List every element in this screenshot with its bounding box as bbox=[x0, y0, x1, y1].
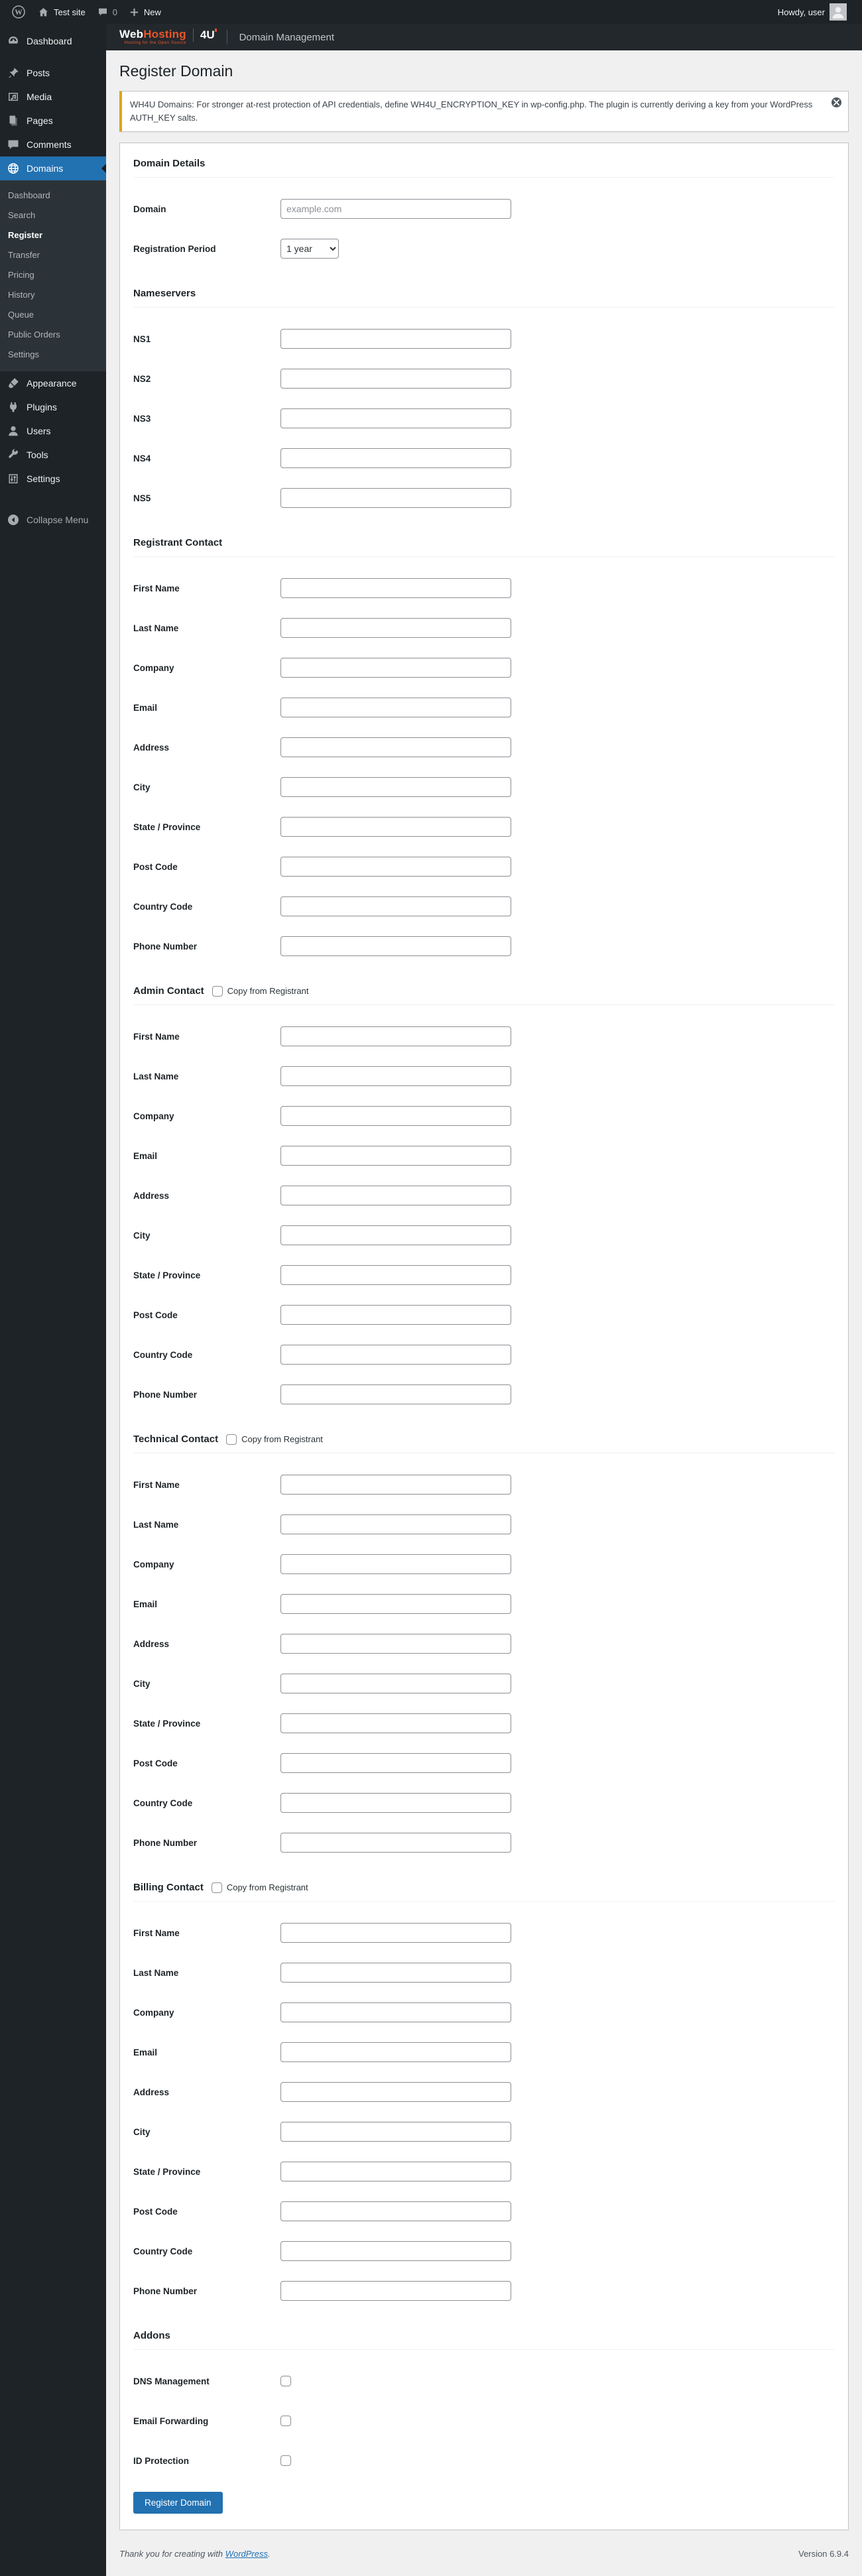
main-area bbox=[106, 24, 862, 2576]
warning-notice bbox=[119, 91, 849, 132]
form-row-address bbox=[133, 737, 835, 757]
sliders-icon bbox=[7, 472, 20, 485]
domains-submenu bbox=[0, 180, 106, 371]
form-row-email bbox=[133, 1594, 835, 1614]
field-label: Last Name bbox=[133, 623, 179, 633]
field-label: Domain bbox=[133, 204, 166, 214]
admin-sidebar bbox=[0, 24, 106, 2576]
field-label: Address bbox=[133, 742, 170, 753]
menu-separator bbox=[0, 53, 106, 61]
field-label: Company bbox=[133, 1111, 174, 1121]
section-admin-contact bbox=[133, 976, 835, 1404]
registrant-contact-first-name-input[interactable] bbox=[280, 578, 511, 598]
field-label: ID Protection bbox=[133, 2455, 190, 2466]
admin-bar-right bbox=[772, 0, 853, 24]
submenu-item-search[interactable]: Search bbox=[8, 210, 36, 220]
field-label: Phone Number bbox=[133, 1389, 198, 1400]
form-row-first-name bbox=[133, 1923, 835, 1943]
field-label: Post Code bbox=[133, 1310, 178, 1320]
sidebar-item-label: Domains bbox=[27, 163, 64, 174]
billing-contact-company-input[interactable] bbox=[280, 2002, 511, 2022]
field-label: Registration Period bbox=[133, 243, 216, 254]
technical-contact-post-code-input[interactable] bbox=[280, 1753, 511, 1773]
media-icon bbox=[7, 90, 20, 103]
footer-version: Version 6.9.4 bbox=[798, 2549, 849, 2559]
section-head-admin-contact bbox=[133, 976, 835, 1005]
admin-contact-company-input[interactable] bbox=[280, 1106, 511, 1126]
field-label: City bbox=[133, 1230, 151, 1241]
section-body-addons bbox=[133, 2350, 835, 2471]
my-account-link[interactable] bbox=[772, 0, 853, 24]
domain-details-domain-input[interactable] bbox=[280, 199, 511, 219]
section-title: Nameservers bbox=[133, 288, 196, 300]
field-label: Email bbox=[133, 702, 158, 713]
admin-contact-state-province-input[interactable] bbox=[280, 1265, 511, 1285]
form-row-phone-number bbox=[133, 936, 835, 956]
copy-from-registrant-label[interactable] bbox=[226, 1434, 323, 1445]
submenu-item-register[interactable]: Register bbox=[8, 230, 43, 240]
section-body-billing-contact bbox=[133, 1902, 835, 2301]
field-label: State / Province bbox=[133, 822, 201, 832]
sidebar-item-settings[interactable] bbox=[0, 467, 106, 491]
addons-email-forwarding-checkbox[interactable] bbox=[280, 2416, 291, 2426]
form-row-city bbox=[133, 1674, 835, 1693]
form-row-city bbox=[133, 2122, 835, 2142]
section-body-nameservers bbox=[133, 308, 835, 508]
plugin-title: Domain Management bbox=[239, 31, 335, 43]
nameservers-ns1-input[interactable] bbox=[280, 329, 511, 349]
form-row-registration-period bbox=[133, 239, 835, 259]
collapse-menu-button[interactable] bbox=[0, 508, 106, 532]
registrant-contact-city-input[interactable] bbox=[280, 777, 511, 797]
form-row-post-code bbox=[133, 1753, 835, 1773]
technical-contact-country-code-input[interactable] bbox=[280, 1793, 511, 1813]
comments-link[interactable] bbox=[92, 0, 123, 24]
form-row-address bbox=[133, 1186, 835, 1205]
admin-contact-address-input[interactable] bbox=[280, 1186, 511, 1205]
sidebar-item-dashboard[interactable] bbox=[0, 29, 106, 53]
form-row-dns-management bbox=[133, 2371, 835, 2391]
copy-from-registrant-checkbox[interactable] bbox=[226, 1434, 237, 1445]
admin-contact-email-input[interactable] bbox=[280, 1146, 511, 1166]
register-domain-button[interactable]: Register Domain bbox=[133, 2492, 223, 2514]
registrant-contact-state-province-input[interactable] bbox=[280, 817, 511, 837]
submenu-item-transfer[interactable]: Transfer bbox=[8, 250, 40, 260]
form-row-company bbox=[133, 1554, 835, 1574]
field-label: Company bbox=[133, 662, 174, 673]
form-row-state-province bbox=[133, 1713, 835, 1733]
page-title: Register Domain bbox=[119, 62, 233, 80]
copy-from-registrant-label[interactable] bbox=[212, 986, 309, 997]
field-label: NS2 bbox=[133, 373, 151, 384]
field-label: Email bbox=[133, 1150, 158, 1161]
field-label: Last Name bbox=[133, 1967, 179, 1978]
submenu-item-history[interactable]: History bbox=[8, 290, 35, 300]
wordpress-logo-menu[interactable] bbox=[5, 0, 32, 24]
form-row-state-province bbox=[133, 817, 835, 837]
footer-thanks: Thank you for creating with WordPress. bbox=[119, 2549, 271, 2559]
form-row-last-name bbox=[133, 618, 835, 638]
new-label: New bbox=[143, 7, 161, 17]
section-billing-contact bbox=[133, 1872, 835, 2301]
logo-hosting: Hosting bbox=[143, 28, 186, 41]
field-label: Phone Number bbox=[133, 1837, 198, 1848]
section-title: Technical Contact bbox=[133, 1434, 219, 1445]
field-label: Last Name bbox=[133, 1071, 179, 1081]
user-icon bbox=[7, 424, 20, 438]
section-title: Registrant Contact bbox=[133, 537, 223, 549]
form-row-country-code bbox=[133, 896, 835, 916]
field-label: First Name bbox=[133, 1928, 180, 1938]
domain-details-registration-period-select[interactable] bbox=[280, 239, 339, 259]
addons-dns-management-checkbox[interactable] bbox=[280, 2376, 291, 2386]
technical-contact-city-input[interactable] bbox=[280, 1674, 511, 1693]
field-label: DNS Management bbox=[133, 2376, 210, 2386]
section-nameservers bbox=[133, 278, 835, 508]
wrench-icon bbox=[7, 448, 20, 461]
billing-contact-first-name-input[interactable] bbox=[280, 1923, 511, 1943]
field-label: Phone Number bbox=[133, 941, 198, 951]
section-technical-contact bbox=[133, 1424, 835, 1853]
pages-icon bbox=[7, 114, 20, 127]
new-content-link[interactable] bbox=[123, 0, 167, 24]
section-head-addons bbox=[133, 2321, 835, 2350]
section-title: Admin Contact bbox=[133, 985, 204, 997]
registrant-contact-address-input[interactable] bbox=[280, 737, 511, 757]
wordpress-link[interactable]: WordPress bbox=[225, 2549, 268, 2559]
notice-text: WH4U Domains: For stronger at-rest protection of API credentials, define WH4U_ENCRYPTION_KEY in wp-config.php. The plugin is currently deriving a key from your WordPress AUTH_KEY salts. bbox=[130, 99, 813, 123]
nameservers-ns2-input[interactable] bbox=[280, 369, 511, 389]
section-head-nameservers bbox=[133, 278, 835, 308]
form-row-company bbox=[133, 658, 835, 678]
form-row-city bbox=[133, 777, 835, 797]
svg-text:W: W bbox=[15, 9, 23, 17]
admin-contact-last-name-input[interactable] bbox=[280, 1066, 511, 1086]
submenu-item-settings[interactable]: Settings bbox=[8, 349, 39, 359]
form-row-ns3 bbox=[133, 408, 835, 428]
field-label: First Name bbox=[133, 583, 180, 593]
section-registrant-contact bbox=[133, 528, 835, 956]
section-head-domain-details bbox=[133, 149, 835, 178]
field-label: Company bbox=[133, 2007, 174, 2018]
sidebar-item-label: Comments bbox=[27, 139, 72, 150]
registrant-contact-email-input[interactable] bbox=[280, 698, 511, 717]
form-row-country-code bbox=[133, 1793, 835, 1813]
field-label: State / Province bbox=[133, 2166, 201, 2177]
section-body-admin-contact bbox=[133, 1005, 835, 1404]
logo-4u: 4U bbox=[200, 29, 215, 42]
admin-bar bbox=[0, 0, 862, 24]
submenu-item-pricing[interactable]: Pricing bbox=[8, 270, 34, 280]
sidebar-item-tools[interactable] bbox=[0, 443, 106, 467]
logo-4u-accent-mark bbox=[215, 29, 217, 32]
form-row-first-name bbox=[133, 1026, 835, 1046]
logo-web: Web bbox=[119, 28, 144, 41]
logo-separator bbox=[193, 29, 194, 42]
form-row-phone-number bbox=[133, 2281, 835, 2301]
sidebar-item-plugins[interactable] bbox=[0, 395, 106, 419]
form-row-email bbox=[133, 698, 835, 717]
comment-icon bbox=[7, 138, 20, 151]
form-row-ns2 bbox=[133, 369, 835, 389]
form-row-email bbox=[133, 2042, 835, 2062]
submenu-item-queue[interactable]: Queue bbox=[8, 310, 34, 320]
form-row-post-code bbox=[133, 2201, 835, 2221]
section-body-domain-details bbox=[133, 178, 835, 259]
form-row-last-name bbox=[133, 1514, 835, 1534]
section-title: Addons bbox=[133, 2330, 170, 2342]
site-name-link[interactable] bbox=[32, 0, 92, 24]
form-row-city bbox=[133, 1225, 835, 1245]
technical-contact-last-name-input[interactable] bbox=[280, 1514, 511, 1534]
field-label: Post Code bbox=[133, 861, 178, 872]
sidebar-item-label: Plugins bbox=[27, 402, 57, 412]
collapse-menu-label: Collapse Menu bbox=[27, 515, 89, 525]
sidebar-item-label: Settings bbox=[27, 473, 60, 484]
technical-contact-address-input[interactable] bbox=[280, 1634, 511, 1654]
form-row-first-name bbox=[133, 1475, 835, 1495]
form-row-email-forwarding bbox=[133, 2411, 835, 2431]
notice-dismiss-button[interactable] bbox=[831, 97, 841, 107]
billing-contact-address-input[interactable] bbox=[280, 2082, 511, 2102]
addons-id-protection-checkbox[interactable] bbox=[280, 2455, 291, 2466]
field-label: City bbox=[133, 782, 151, 792]
sidebar-item-media[interactable] bbox=[0, 85, 106, 109]
admin-contact-city-input[interactable] bbox=[280, 1225, 511, 1245]
plug-icon bbox=[7, 400, 20, 414]
logo-text-stack bbox=[119, 29, 186, 46]
close-icon bbox=[833, 99, 839, 105]
billing-contact-post-code-input[interactable] bbox=[280, 2201, 511, 2221]
field-label: First Name bbox=[133, 1479, 180, 1490]
section-head-billing-contact bbox=[133, 1872, 835, 1902]
form-row-email bbox=[133, 1146, 835, 1166]
billing-contact-email-input[interactable] bbox=[280, 2042, 511, 2062]
technical-contact-email-input[interactable] bbox=[280, 1594, 511, 1614]
technical-contact-state-province-input[interactable] bbox=[280, 1713, 511, 1733]
section-addons bbox=[133, 2321, 835, 2471]
admin-contact-post-code-input[interactable] bbox=[280, 1305, 511, 1325]
technical-contact-first-name-input[interactable] bbox=[280, 1475, 511, 1495]
copy-from-registrant-checkbox[interactable] bbox=[212, 986, 223, 997]
register-domain-form bbox=[119, 143, 849, 2530]
comment-bubble-icon bbox=[97, 7, 108, 17]
sidebar-item-label: Tools bbox=[27, 450, 48, 460]
form-row-company bbox=[133, 1106, 835, 1126]
billing-contact-last-name-input[interactable] bbox=[280, 1963, 511, 1983]
form-row-post-code bbox=[133, 1305, 835, 1325]
submenu-item-public-orders[interactable]: Public Orders bbox=[8, 330, 60, 339]
field-label: Country Code bbox=[133, 1798, 193, 1808]
field-label: NS5 bbox=[133, 493, 151, 503]
field-label: Email bbox=[133, 2047, 158, 2057]
section-head-registrant-contact bbox=[133, 528, 835, 557]
form-row-last-name bbox=[133, 1066, 835, 1086]
form-row-ns4 bbox=[133, 448, 835, 468]
section-title: Billing Contact bbox=[133, 1882, 204, 1894]
field-label: Address bbox=[133, 1638, 170, 1649]
page-content bbox=[106, 50, 862, 2576]
form-row-first-name bbox=[133, 578, 835, 598]
sidebar-item-users[interactable] bbox=[0, 419, 106, 443]
technical-contact-phone-number-input[interactable] bbox=[280, 1833, 511, 1853]
field-label: NS1 bbox=[133, 334, 151, 344]
sidebar-item-label: Media bbox=[27, 92, 52, 102]
admin-contact-first-name-input[interactable] bbox=[280, 1026, 511, 1046]
technical-contact-company-input[interactable] bbox=[280, 1554, 511, 1574]
admin-footer bbox=[119, 2530, 849, 2567]
sidebar-item-comments[interactable] bbox=[0, 133, 106, 156]
plugin-brand-header bbox=[106, 24, 862, 50]
sidebar-item-pages[interactable] bbox=[0, 109, 106, 133]
nameservers-ns3-input[interactable] bbox=[280, 408, 511, 428]
field-label: Post Code bbox=[133, 2206, 178, 2217]
field-label: City bbox=[133, 1678, 151, 1689]
field-label: Last Name bbox=[133, 1519, 179, 1530]
sidebar-item-label: Appearance bbox=[27, 378, 77, 389]
form-row-state-province bbox=[133, 2162, 835, 2181]
form-row-domain bbox=[133, 199, 835, 219]
form-row-ns1 bbox=[133, 329, 835, 349]
registrant-contact-phone-number-input[interactable] bbox=[280, 936, 511, 956]
sidebar-item-label: Dashboard bbox=[27, 36, 72, 46]
pin-icon bbox=[7, 66, 20, 80]
section-head-technical-contact bbox=[133, 1424, 835, 1453]
form-row-address bbox=[133, 1634, 835, 1654]
form-row-post-code bbox=[133, 857, 835, 877]
admin-contact-country-code-input[interactable] bbox=[280, 1345, 511, 1365]
field-label: NS4 bbox=[133, 453, 151, 463]
field-label: State / Province bbox=[133, 1270, 201, 1280]
field-label: Email bbox=[133, 1599, 158, 1609]
billing-contact-city-input[interactable] bbox=[280, 2122, 511, 2142]
field-label: Address bbox=[133, 2087, 170, 2097]
plus-icon bbox=[129, 7, 139, 17]
field-label: Country Code bbox=[133, 901, 193, 912]
field-label: NS3 bbox=[133, 413, 151, 424]
webhosting4u-logo[interactable] bbox=[119, 29, 215, 46]
copy-from-registrant-text: Copy from Registrant bbox=[227, 986, 309, 997]
field-label: Company bbox=[133, 1559, 174, 1569]
field-label: Phone Number bbox=[133, 2286, 198, 2296]
billing-contact-state-province-input[interactable] bbox=[280, 2162, 511, 2181]
collapse-icon bbox=[7, 513, 20, 526]
registrant-contact-post-code-input[interactable] bbox=[280, 857, 511, 877]
billing-contact-country-code-input[interactable] bbox=[280, 2241, 511, 2261]
brush-icon bbox=[7, 377, 20, 390]
home-icon bbox=[38, 7, 49, 18]
form-row-ns5 bbox=[133, 488, 835, 508]
comments-count: 0 bbox=[112, 7, 117, 17]
form-row-country-code bbox=[133, 2241, 835, 2261]
copy-from-registrant-text: Copy from Registrant bbox=[241, 1434, 323, 1445]
field-label: Country Code bbox=[133, 1349, 193, 1360]
sidebar-item-label: Users bbox=[27, 426, 51, 436]
field-label: Post Code bbox=[133, 1758, 178, 1768]
form-row-phone-number bbox=[133, 1384, 835, 1404]
form-row-country-code bbox=[133, 1345, 835, 1365]
billing-contact-phone-number-input[interactable] bbox=[280, 2281, 511, 2301]
wordpress-logo-icon bbox=[11, 5, 26, 19]
site-name-label: Test site bbox=[54, 7, 86, 17]
registrant-contact-last-name-input[interactable] bbox=[280, 618, 511, 638]
field-label: First Name bbox=[133, 1031, 180, 1042]
form-row-company bbox=[133, 2002, 835, 2022]
howdy-label: Howdy, user bbox=[777, 7, 825, 17]
dashboard-icon bbox=[7, 34, 20, 48]
logo-tagline: Hosting for the Open Source bbox=[124, 40, 186, 46]
section-title: Domain Details bbox=[133, 158, 206, 170]
nameservers-ns5-input[interactable] bbox=[280, 488, 511, 508]
field-label: City bbox=[133, 2126, 151, 2137]
form-row-id-protection bbox=[133, 2451, 835, 2471]
copy-from-registrant-text: Copy from Registrant bbox=[226, 1882, 308, 1893]
registrant-contact-country-code-input[interactable] bbox=[280, 896, 511, 916]
section-domain-details bbox=[133, 149, 835, 259]
globe-icon bbox=[7, 162, 20, 175]
field-label: Email Forwarding bbox=[133, 2416, 209, 2426]
section-body-registrant-contact bbox=[133, 557, 835, 956]
sidebar-item-label: Posts bbox=[27, 68, 50, 78]
nameservers-ns4-input[interactable] bbox=[280, 448, 511, 468]
field-label: Country Code bbox=[133, 2246, 193, 2256]
form-row-last-name bbox=[133, 1963, 835, 1983]
copy-from-registrant-checkbox[interactable] bbox=[212, 1882, 222, 1893]
submenu-item-dashboard[interactable]: Dashboard bbox=[8, 190, 50, 200]
admin-contact-phone-number-input[interactable] bbox=[280, 1384, 511, 1404]
user-avatar bbox=[830, 3, 847, 21]
sidebar-item-label: Pages bbox=[27, 115, 53, 126]
section-body-technical-contact bbox=[133, 1453, 835, 1853]
admin-bar-left bbox=[5, 0, 167, 24]
form-row-address bbox=[133, 2082, 835, 2102]
registrant-contact-company-input[interactable] bbox=[280, 658, 511, 678]
form-row-state-province bbox=[133, 1265, 835, 1285]
sidebar-item-posts[interactable] bbox=[0, 61, 106, 85]
sidebar-item-appearance[interactable] bbox=[0, 371, 106, 395]
form-row-phone-number bbox=[133, 1833, 835, 1853]
sidebar-item-domains[interactable] bbox=[0, 156, 106, 180]
copy-from-registrant-label[interactable] bbox=[212, 1882, 308, 1893]
field-label: Address bbox=[133, 1190, 170, 1201]
field-label: State / Province bbox=[133, 1718, 201, 1729]
